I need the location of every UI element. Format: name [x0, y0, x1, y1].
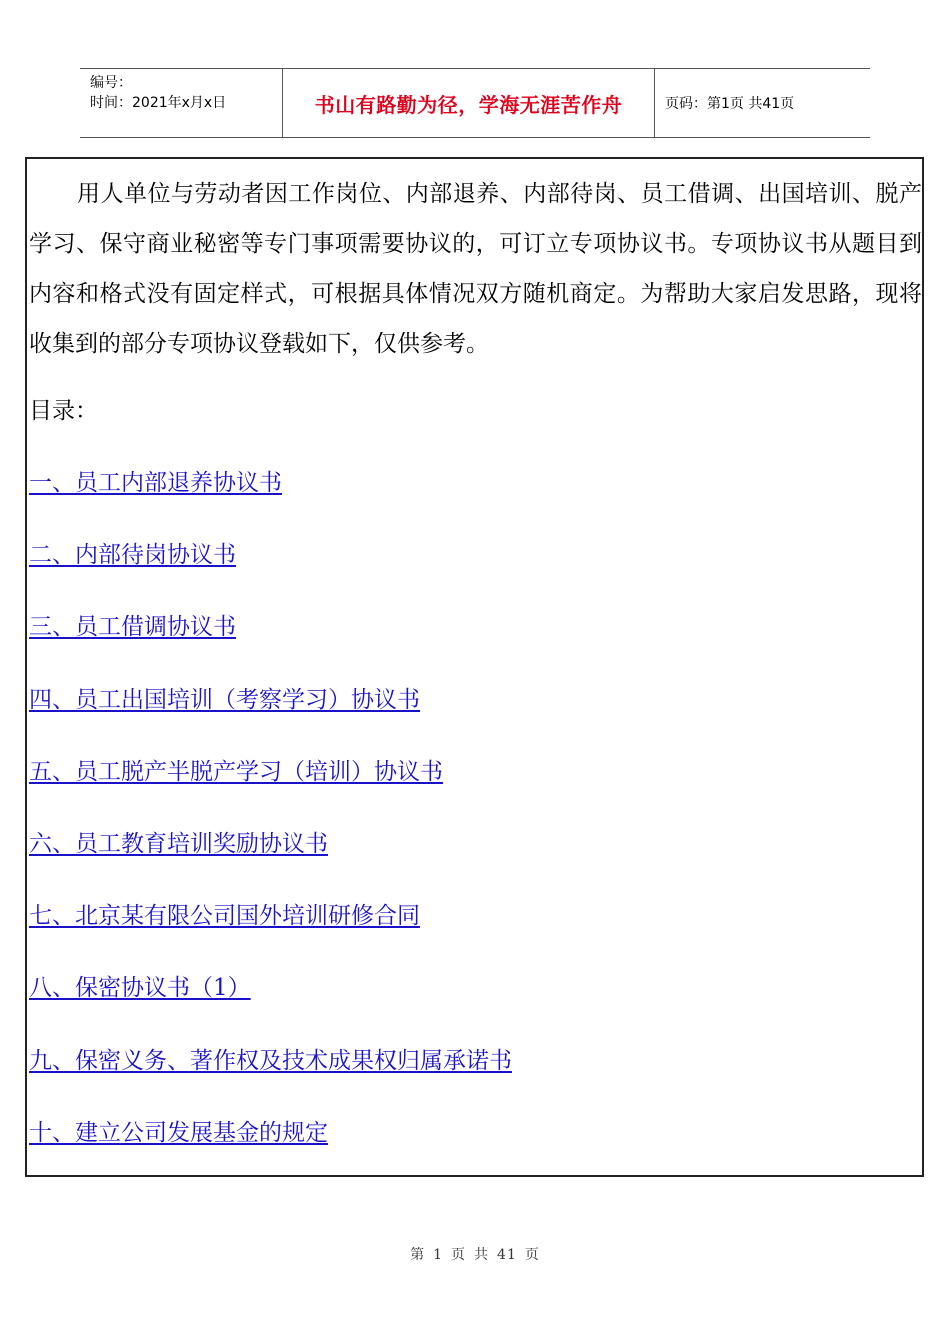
document-number-label: 编号： — [90, 75, 132, 91]
footer-page-number: 1 — [433, 1247, 444, 1263]
toc-link-2[interactable]: 二、内部待岗协议书 — [29, 542, 236, 569]
page-footer — [0, 1244, 950, 1264]
header-page-info: 页码：第1页 共41页 — [665, 96, 795, 112]
toc-item — [29, 607, 512, 679]
header-meta — [80, 69, 282, 137]
toc-item — [29, 1113, 512, 1185]
toc-item — [29, 680, 512, 752]
header-motto: 书山有路勤为径，学海无涯苦作舟 — [282, 69, 655, 137]
toc-item — [29, 968, 512, 1040]
toc-title: 目录： — [29, 398, 98, 424]
footer-text: 第 — [410, 1247, 426, 1263]
toc-item — [29, 1041, 512, 1113]
toc-item — [29, 463, 512, 535]
toc-link-4[interactable]: 四、员工出国培训（考察学习）协议书 — [29, 686, 420, 713]
toc-link-8[interactable]: 八、保密协议书（1） — [29, 975, 251, 1002]
document-date: 时间：2021年x月x日 — [90, 95, 227, 111]
toc-item — [29, 752, 512, 824]
toc-link-3[interactable]: 三、员工借调协议书 — [29, 614, 236, 641]
footer-text: 页 — [451, 1247, 467, 1263]
table-of-contents — [29, 463, 512, 1185]
footer-total-pages: 41 — [497, 1247, 517, 1263]
toc-item — [29, 535, 512, 607]
toc-link-7[interactable]: 七、北京某有限公司国外培训研修合同 — [29, 903, 420, 930]
page-header — [80, 68, 870, 138]
intro-paragraph: 用人单位与劳动者因工作岗位、内部退养、内部待岗、员工借调、出国培训、脱产学习、保守商业秘密等专门事项需要协议的，可订立专项协议书。专项协议书从题目到内容和格式没有固定样式，可根据具体情况双方随机商定。为帮助大家启发思路，现将收集到的部分专项协议登载如下，仅供参考。 — [29, 181, 922, 357]
toc-link-10[interactable]: 十、建立公司发展基金的规定 — [29, 1119, 328, 1146]
footer-text: 共 — [474, 1247, 490, 1263]
toc-link-9[interactable]: 九、保密义务、著作权及技术成果权归属承诺书 — [29, 1047, 512, 1074]
toc-link-6[interactable]: 六、员工教育培训奖励协议书 — [29, 830, 328, 857]
footer-text: 页 — [524, 1247, 540, 1263]
toc-link-5[interactable]: 五、员工脱产半脱产学习（培训）协议书 — [29, 758, 443, 785]
content-box — [25, 157, 924, 1177]
toc-item — [29, 824, 512, 896]
toc-link-1[interactable]: 一、员工内部退养协议书 — [29, 470, 282, 496]
toc-item — [29, 896, 512, 968]
